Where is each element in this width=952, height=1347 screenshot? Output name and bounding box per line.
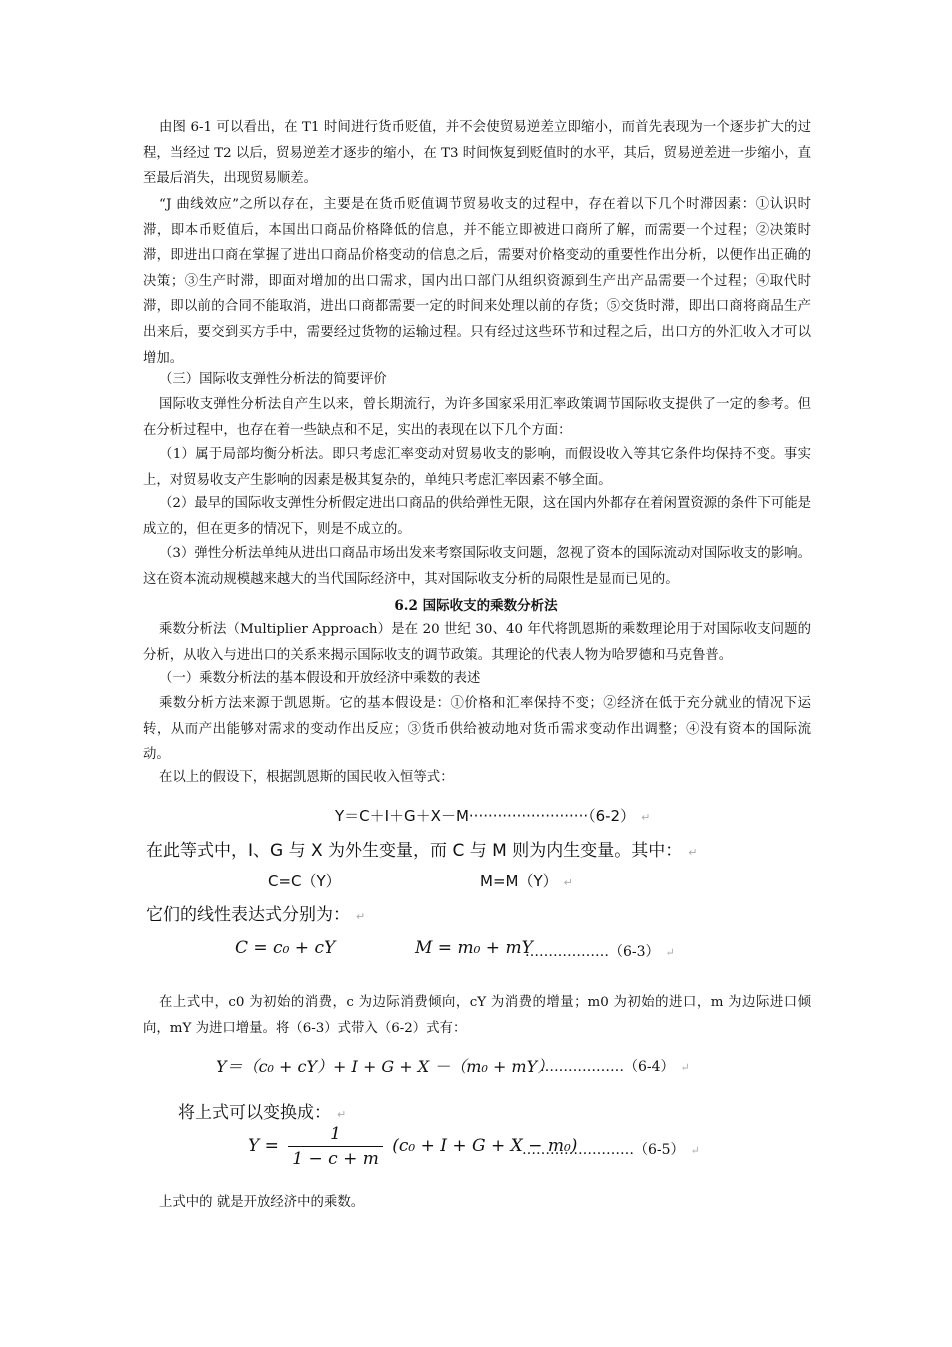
variables-text: 在此等式中，I、G 与 X 为外生变量，而 C 与 M 则为内生变量。其中：: [146, 841, 683, 861]
return-mark: ↵: [356, 910, 366, 923]
paragraph-multiplier-intro: 乘数分析法（Multiplier Approach）是在 20 世纪 30、40 年代将凯恩斯的乘数理论用于对国际收支问题的分析，从收入与进出口的关系来揭示国际收支的调节政策。其理论的代表人物为哈罗德和马克鲁普。: [143, 622, 811, 663]
paragraph-j-curve-lags: “J 曲线效应”之所以存在，主要是在货币贬值调节贸易收支的过程中，存在着以下几个时滞因素：①认识时滞，即本币贬值后，本国出口商品价格降低的信息，并不能立即被进口商所了解，而需要一个过程；②决策时滞，即进出口商在掌握了进出口商品价格变动的信息之后，需要对价格变动的重要性作出分析，以便作出正确的决策；③生产时滞，即面对增加的出口需求，国内出口部门从组织资源到生产出产品需要一个过程；④取代时滞，即以前的合同不能取消，进出口商都需要一定的时间来处理以前的存货；⑤交货时滞，即出口商将商品生产出来后，要交到买方手中，需要经过货物的运输过程。只有经过这些环节和过程之后，出口方的外汇收入才可以增加。: [143, 197, 811, 366]
paragraph-keynes-identity: 在以上的假设下，根据凯恩斯的国民收入恒等式：: [159, 770, 454, 785]
equation-6-5-rhs: (c₀ + I + G + X − m₀): [392, 1136, 578, 1156]
paragraph-transform: [178, 1098, 346, 1123]
paragraph-multiplier-conclusion: 上式中的 就是开放经济中的乘数。: [159, 1195, 365, 1210]
equation-6-3-label: [525, 941, 675, 961]
equation-6-5-label: [522, 1139, 700, 1159]
paragraph-assumptions: 乘数分析方法来源于凯恩斯。它的基本假设是：①价格和汇率保持不变；②经济在低于充分就业的情况下运转，从而产出能够对需求的变动作出反应；③货币供给被动地对货币需求变动作出调整；④没有资本的国际流动。: [143, 696, 811, 763]
section-title-6-2: 6.2 国际收支的乘数分析法: [394, 598, 558, 614]
section-heading-assumptions: （一）乘数分析法的基本假设和开放经济中乘数的表述: [159, 671, 481, 686]
m-definition-text: M=M（Y）: [480, 872, 558, 890]
paragraph-evaluation-intro: 国际收支弹性分析法自产生以来，曾长期流行，为许多国家采用汇率政策调节国际收支提供了一定的参考。但在分析过程中，也存在着一些缺点和不足，实出的表现在以下几个方面：: [143, 397, 811, 438]
paragraph-substitution: 在上式中，c0 为初始的消费，c 为边际消费倾向，cY 为消费的增量；m0 为初始的进口，m 为边际进口倾向，mY 为进口增量。将（6-3）式带入（6-2）式有：: [143, 995, 811, 1036]
equation-6-2-text: Y＝C＋I＋G＋X－M·························（6-2）: [335, 807, 636, 825]
equation-6-4-label-text: ………………（6-4）: [540, 1059, 675, 1075]
transform-text: 将上式可以变换成：: [178, 1103, 331, 1123]
paragraph-j-curve-intro: 由图 6-1 可以看出，在 T1 时间进行货币贬值，并不会使贸易逆差立即缩小，而首先表现为一个逐步扩大的过程，当经过 T2 以后，贸易逆差才逐步的缩小，在 T3 时间恢复到贬值时的水平，其后，贸易逆差进一步缩小，直至最后消失，出现贸易顺差。: [143, 120, 811, 187]
paragraph-point-1: （1）属于局部均衡分析法。即只考虑汇率变动对贸易收支的影响，而假设收入等其它条件均保持不变。事实上，对贸易收支产生影响的因素是极其复杂的，单纯只考虑汇率因素不够全面。: [143, 447, 811, 488]
multiplier-fraction: [288, 1122, 383, 1171]
equation-6-4: Y＝（c₀ + cY）+ I + G + X －（m₀ + mY）: [216, 1057, 554, 1076]
linear-forms-text: 它们的线性表达式分别为：: [146, 905, 350, 925]
equation-6-3-label-text: ………………（6-3）: [525, 944, 660, 960]
paragraph-variables: [146, 836, 697, 861]
section-heading-evaluation: （三）国际收支弹性分析法的简要评价: [159, 372, 387, 387]
paragraph-linear-forms: [146, 900, 365, 925]
equation-6-5-label-text: ……………………（6-5）: [522, 1142, 685, 1158]
equation-6-2: [335, 805, 650, 826]
equation-6-5-lhs: Y =: [248, 1136, 279, 1156]
return-mark: ↵: [680, 1061, 690, 1074]
return-mark: ↵: [641, 811, 651, 824]
c-definition: C=C（Y）: [268, 872, 341, 890]
return-mark: ↵: [690, 1144, 700, 1157]
m-definition: [480, 870, 573, 891]
equation-6-3-imports: M = m₀ + mY: [415, 938, 533, 958]
return-mark: ↵: [688, 846, 698, 859]
return-mark: ↵: [665, 946, 675, 959]
return-mark: ↵: [563, 876, 573, 889]
return-mark: ↵: [337, 1108, 347, 1121]
equation-6-3-consumption: C = c₀ + cY: [235, 938, 336, 958]
fraction-numerator: 1: [288, 1122, 383, 1147]
paragraph-point-2: （2）最早的国际收支弹性分析假定进出口商品的供给弹性无限，这在国内外都存在着闲置资源的条件下可能是成立的，但在更多的情况下，则是不成立的。: [143, 496, 811, 537]
fraction-denominator: 1 − c + m: [292, 1149, 379, 1169]
equation-6-4-label: [540, 1056, 690, 1076]
paragraph-point-3: （3）弹性分析法单纯从进出口商品市场出发来考察国际收支问题，忽视了资本的国际流动对国际收支的影响。这在资本流动规模越来越大的当代国际经济中，其对国际收支分析的局限性是显而已见的。: [143, 546, 811, 587]
